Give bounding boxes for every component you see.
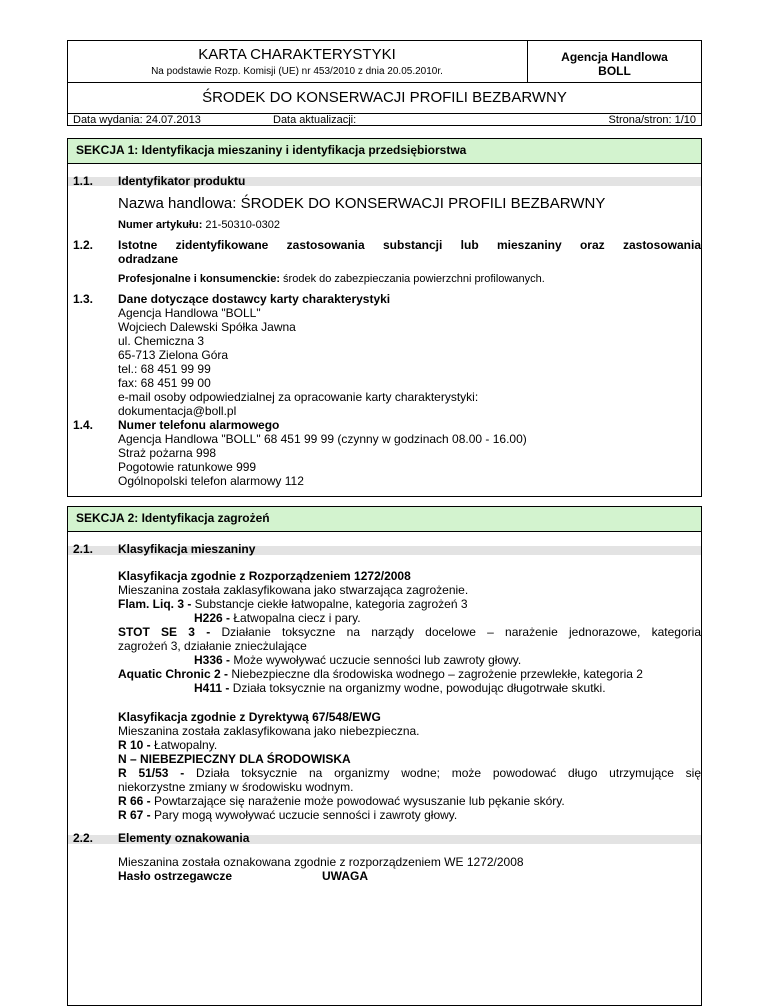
header-divider: [67, 82, 702, 83]
flam-text: Substancje ciekłe łatwopalne, kategoria zagrożeń 3: [191, 597, 468, 611]
supplier-email[interactable]: dokumentacja@boll.pl: [118, 404, 237, 418]
article-value: 21-50310-0302: [202, 219, 281, 231]
h226-code: H226 -: [194, 611, 231, 625]
issue-date: Data wydania: 24.07.2013: [73, 114, 201, 126]
s12-title-line1: Istotne zidentyfikowane zastosowania substancji lub mieszaniny oraz zastosowania: [118, 238, 701, 252]
page-number: Strona/stron: 1/10: [608, 114, 696, 126]
h336-line: [194, 653, 521, 668]
h226-line: [194, 611, 361, 626]
section-2-title: SEKCJA 2: Identyfikacja zagrożeń: [67, 506, 702, 532]
r5153-text: Działa toksycznie na organizmy wodne; może powodować długo utrzymujące się: [184, 766, 701, 780]
dsd-intro: Mieszanina została zaklasyfikowana jako niebezpieczna.: [118, 724, 420, 738]
company-name-line1: Agencja Handlowa: [561, 50, 668, 64]
clp-heading: Klasyfikacja zgodnie z Rozporządzeniem 1272/2008: [118, 569, 411, 583]
r66-text: Powtarzające się narażenie może powodować wysuszanie lub pękanie skóry.: [150, 794, 565, 808]
r67-line: [118, 808, 457, 823]
s11-title: Identyfikator produktu: [118, 174, 246, 188]
update-date: Data aktualizacji:: [273, 114, 357, 126]
use-label: Profesjonalne i konsumenckie:: [118, 273, 280, 285]
h411-text: Działa toksycznie na organizmy wodne, powodując długotrwałe skutki.: [229, 681, 606, 695]
supplier-line: Agencja Handlowa "BOLL": [118, 306, 261, 320]
section-1-title: SEKCJA 1: Identyfikacja mieszaniny i identyfikacja przedsiębiorstwa: [67, 138, 702, 164]
trade-name: Nazwa handlowa: ŚRODEK DO KONSERWACJI PROFILI BEZBARWNY: [118, 195, 606, 212]
s13-title: Dane dotyczące dostawcy karty charakterystyki: [118, 292, 391, 306]
supplier-line: fax: 68 451 99 00: [118, 376, 211, 390]
stot-text: Działanie toksyczne na narządy docelowe – narażenie jednorazowe, kategoria: [210, 625, 701, 639]
article-number: [118, 218, 280, 233]
r5153-line: [118, 766, 701, 781]
n-symbol-line: N – NIEBEZPIECZNY DLA ŚRODOWISKA: [118, 752, 351, 766]
r10-line: [118, 738, 217, 753]
s22-number: 2.2.: [73, 831, 94, 845]
stot-line-2: zagrożeń 3, działanie zniecżulające: [118, 639, 307, 653]
h226-text: Łatwopalna ciecz i pary.: [230, 611, 361, 625]
signal-word-label: Hasło ostrzegawcze: [118, 869, 233, 883]
flam-liq-line: [118, 597, 468, 612]
stot-code: STOT SE 3 -: [118, 625, 211, 639]
s22-title: Elementy oznakowania: [118, 831, 250, 845]
s14-title: Numer telefonu alarmowego: [118, 418, 280, 432]
clp-intro: Mieszanina została zaklasyfikowana jako stwarzająca zagrożenie.: [118, 583, 469, 597]
r5153-line-2: niekorzystne zmiany w środowisku wodnym.: [118, 780, 354, 794]
supplier-line: 65-713 Zielona Góra: [118, 348, 229, 362]
r66-line: [118, 794, 565, 809]
s13-number: 1.3.: [73, 292, 94, 306]
h411-line: [194, 681, 606, 696]
emergency-line: Agencja Handlowa "BOLL" 68 451 99 99 (czynny w godzinach 08.00 - 16.00): [118, 432, 527, 446]
article-label: Numer artykułu:: [118, 219, 203, 231]
s12-number: 1.2.: [73, 238, 94, 252]
s21-number: 2.1.: [73, 542, 94, 556]
aquatic-text: Niebezpieczne dla środowiska wodnego – zagrożenie przewlekłe, kategoria 2: [228, 667, 643, 681]
aquatic-line: [118, 667, 643, 682]
h336-text: Może wywoływać uczucie senności lub zawroty głowy.: [230, 653, 522, 667]
r10-text: Łatwopalny.: [150, 738, 218, 752]
r66-code: R 66 -: [118, 794, 151, 808]
supplier-line: ul. Chemiczna 3: [118, 334, 205, 348]
r67-code: R 67 -: [118, 808, 151, 822]
dsd-heading: Klasyfikacja zgodnie z Dyrektywą 67/548/EWG: [118, 710, 381, 724]
use-value: środek do zabezpieczania powierzchni profilowanych.: [280, 273, 545, 285]
label-intro: Mieszanina została oznakowana zgodnie z rozporządzeniem WE 1272/2008: [118, 855, 524, 869]
h336-code: H336 -: [194, 653, 231, 667]
company-name-line2: BOLL: [598, 64, 631, 78]
flam-code: Flam. Liq. 3 -: [118, 597, 192, 611]
r10-code: R 10 -: [118, 738, 151, 752]
s11-number: 1.1.: [73, 174, 94, 188]
r5153-code: R 51/53 -: [118, 766, 185, 780]
signal-word-value: UWAGA: [322, 869, 368, 883]
s14-number: 1.4.: [73, 418, 94, 432]
supplier-line: Wojciech Dalewski Spółka Jawna: [118, 320, 296, 334]
emergency-line: Ogólnopolski telefon alarmowy 112: [118, 474, 304, 488]
s12-title-line2: odradzane: [118, 252, 179, 266]
supplier-line: tel.: 68 451 99 99: [118, 362, 211, 376]
s21-title: Klasyfikacja mieszaniny: [118, 542, 256, 556]
stot-line: [118, 625, 701, 640]
supplier-line: e-mail osoby odpowiedzialnej za opracowanie karty charakterystyki:: [118, 390, 479, 404]
aquatic-code: Aquatic Chronic 2 -: [118, 667, 229, 681]
r67-text: Pary mogą wywoływać uczucie senności i zawroty głowy.: [150, 808, 458, 822]
product-title: ŚRODEK DO KONSERWACJI PROFILI BEZBARWNY: [202, 89, 567, 106]
document-title: KARTA CHARAKTERYSTYKI: [198, 46, 396, 63]
emergency-line: Pogotowie ratunkowe 999: [118, 460, 257, 474]
regulation-basis: Na podstawie Rozp. Komisji (UE) nr 453/2010 z dnia 20.05.2010r.: [151, 66, 443, 77]
h411-code: H411 -: [194, 681, 230, 695]
intended-use: [118, 272, 545, 287]
emergency-line: Straż pożarna 998: [118, 446, 217, 460]
